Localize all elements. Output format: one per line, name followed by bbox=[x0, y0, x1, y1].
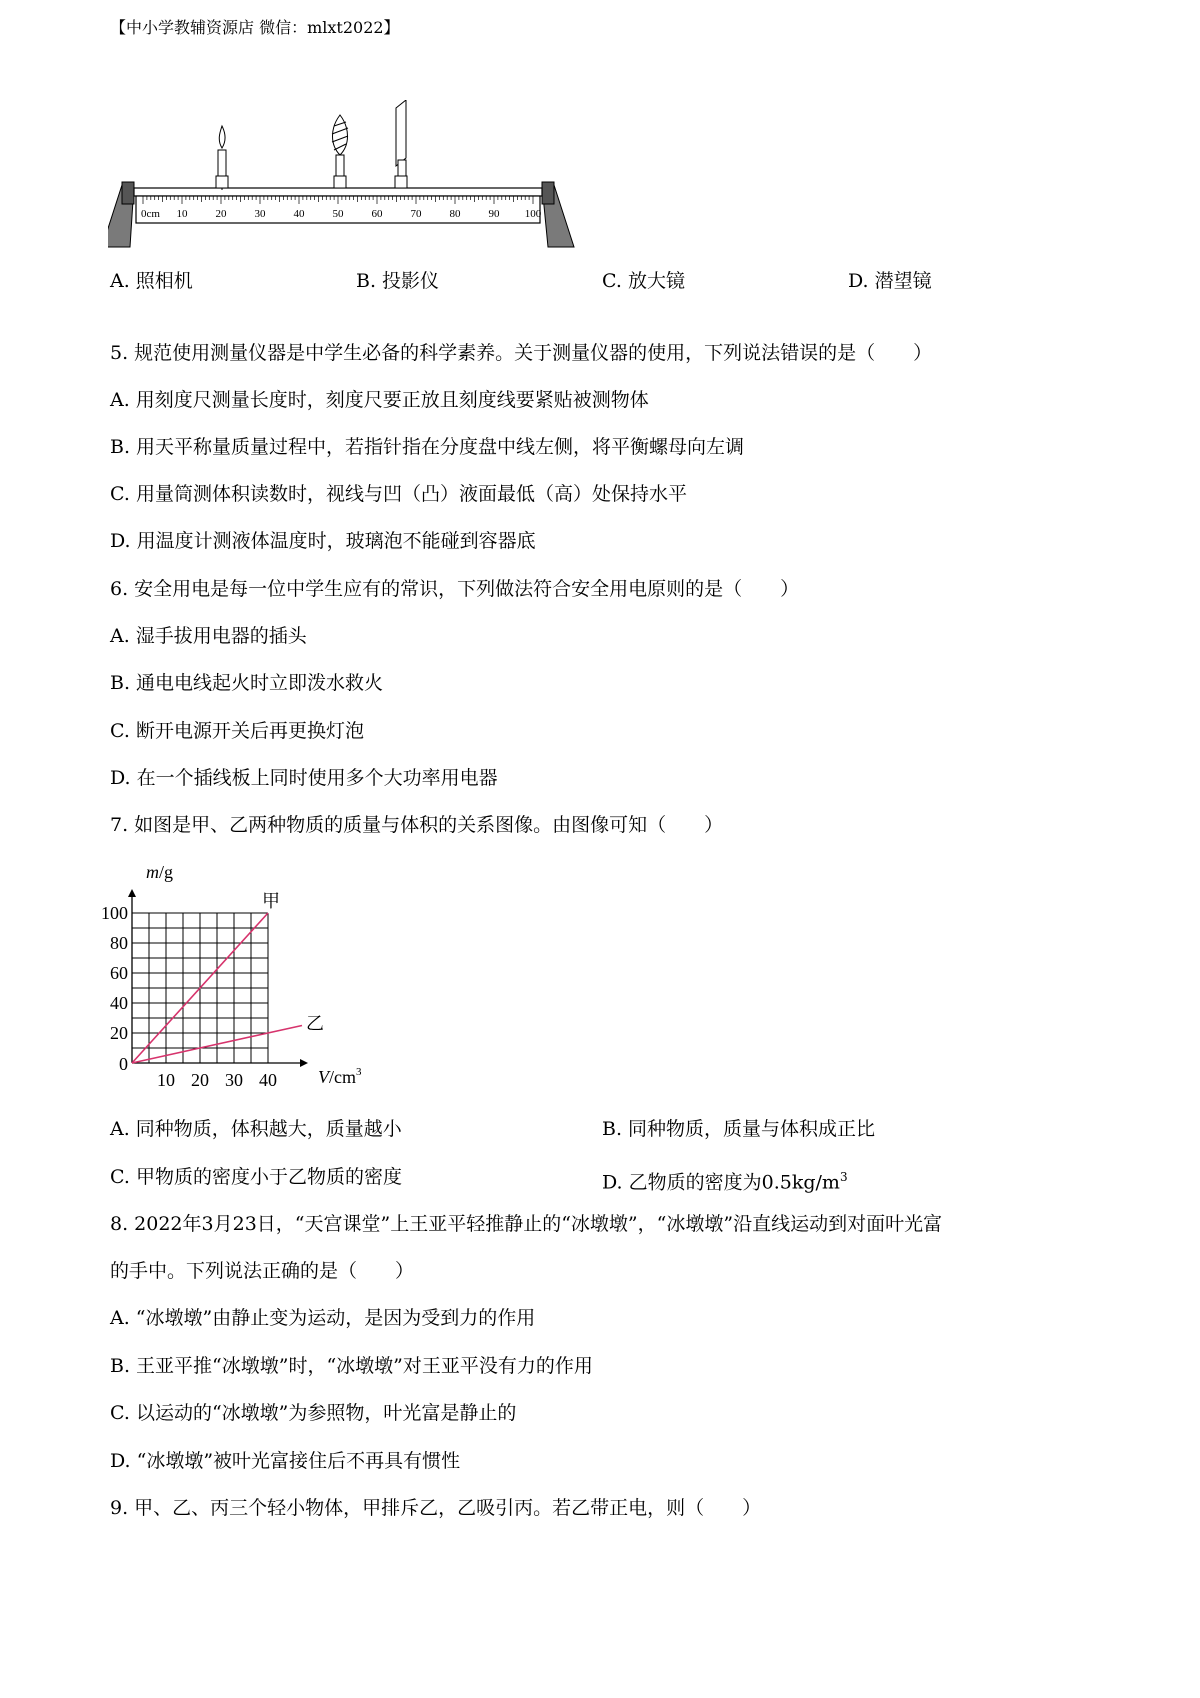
x-tick-label: 30 bbox=[225, 1070, 243, 1090]
ruler-tick-label: 40 bbox=[293, 208, 305, 220]
q4-option-b[interactable]: B. 投影仪 bbox=[356, 270, 440, 292]
ruler-tick-label: 20 bbox=[215, 208, 227, 220]
q5-stem: 5. 规范使用测量仪器是中学生必备的科学素养。关于测量仪器的使用，下列说法错误的是（ ） bbox=[110, 342, 933, 364]
y-tick-label: 60 bbox=[110, 963, 128, 983]
q6-stem: 6. 安全用电是每一位中学生应有的常识，下列做法符合安全用电原则的是（ ） bbox=[110, 578, 800, 600]
x-axis-unit: /cm bbox=[329, 1067, 356, 1087]
q8-option-d[interactable]: D. “冰墩墩”被叶光富接住后不再具有惯性 bbox=[110, 1450, 461, 1472]
x-axis-unit-sup: 3 bbox=[356, 1066, 362, 1078]
optical-bench-diagram bbox=[108, 100, 608, 275]
y-axis-unit: /g bbox=[159, 862, 174, 882]
y-tick-label: 20 bbox=[110, 1023, 128, 1043]
q8-option-b[interactable]: B. 王亚平推“冰墩墩”时，“冰墩墩”对王亚平没有力的作用 bbox=[110, 1355, 593, 1377]
q8-option-c[interactable]: C. 以运动的“冰墩墩”为参照物，叶光富是静止的 bbox=[110, 1402, 517, 1424]
x-tick-labels bbox=[157, 1070, 277, 1090]
graph-series bbox=[132, 891, 324, 1063]
series-label-jia: 甲 bbox=[262, 891, 280, 911]
ruler-tick-label: 30 bbox=[254, 208, 266, 220]
y-axis-var: m bbox=[146, 862, 159, 882]
x-tick-label: 20 bbox=[191, 1070, 209, 1090]
ruler-tick-label: 70 bbox=[410, 208, 422, 220]
y-tick-label: 80 bbox=[110, 933, 128, 953]
q6-option-b[interactable]: B. 通电电线起火时立即泼水救火 bbox=[110, 672, 384, 694]
q8-stem-line2: 的手中。下列说法正确的是（ ） bbox=[110, 1260, 415, 1282]
convex-lens bbox=[332, 115, 348, 188]
x-axis-var: V bbox=[318, 1067, 329, 1087]
x-tick-label: 10 bbox=[157, 1070, 175, 1090]
q7-option-d-sup: 3 bbox=[839, 1170, 848, 1184]
x-axis-arrow bbox=[300, 1059, 308, 1067]
mass-volume-graph bbox=[100, 858, 380, 1098]
x-axis-label bbox=[318, 1066, 362, 1087]
q5-option-b[interactable]: B. 用天平称量质量过程中，若指针指在分度盘中线左侧，将平衡螺母向左调 bbox=[110, 436, 745, 458]
y-tick-label: 100 bbox=[101, 903, 128, 923]
q7-option-a[interactable]: A. 同种物质，体积越大，质量越小 bbox=[110, 1118, 402, 1140]
series-label-yi: 乙 bbox=[306, 1013, 324, 1034]
q9-stem: 9. 甲、乙、丙三个轻小物体，甲排斥乙，乙吸引丙。若乙带正电，则（ ） bbox=[110, 1497, 762, 1519]
ruler-tick-label: 80 bbox=[449, 208, 461, 220]
q6-option-d[interactable]: D. 在一个插线板上同时使用多个大功率用电器 bbox=[110, 767, 498, 789]
q8-option-a[interactable]: A. “冰墩墩”由静止变为运动，是因为受到力的作用 bbox=[110, 1307, 536, 1329]
page-header: 【中小学教辅资源店 微信：mlxt2022】 bbox=[110, 18, 400, 37]
q4-option-d[interactable]: D. 潜望镜 bbox=[848, 270, 932, 292]
candle bbox=[216, 126, 228, 190]
q4-option-a[interactable]: A. 照相机 bbox=[110, 270, 193, 292]
q5-option-a[interactable]: A. 用刻度尺测量长度时，刻度尺要正放且刻度线要紧贴被测物体 bbox=[110, 389, 649, 411]
ruler-tick-label: 10 bbox=[176, 208, 188, 220]
y-axis-label bbox=[146, 862, 173, 882]
q6-option-a[interactable]: A. 湿手拔用电器的插头 bbox=[110, 625, 307, 647]
graph-axes bbox=[128, 889, 308, 1067]
y-tick-labels bbox=[101, 903, 128, 1043]
ruler-tick-label: 60 bbox=[371, 208, 383, 220]
q7-option-b[interactable]: B. 同种物质，质量与体积成正比 bbox=[602, 1118, 876, 1140]
ruler-tick-label: 100 bbox=[524, 208, 542, 220]
x-tick-label: 40 bbox=[259, 1070, 277, 1090]
ruler-unit-label: 0cm bbox=[141, 208, 160, 220]
q8-stem-line1: 8. 2022年3月23日，“天宫课堂”上王亚平轻推静止的“冰墩墩”，“冰墩墩”沿直线运动到对面叶光富 bbox=[110, 1213, 943, 1235]
ruler-tick-label: 90 bbox=[488, 208, 500, 220]
q5-option-c[interactable]: C. 用量筒测体积读数时，视线与凹（凸）液面最低（高）处保持水平 bbox=[110, 483, 687, 505]
q6-option-c[interactable]: C. 断开电源开关后再更换灯泡 bbox=[110, 720, 364, 742]
q7-stem: 7. 如图是甲、乙两种物质的质量与体积的关系图像。由图像可知（ ） bbox=[110, 814, 724, 836]
q7-option-c[interactable]: C. 甲物质的密度小于乙物质的密度 bbox=[110, 1166, 402, 1188]
origin-label: 0 bbox=[119, 1054, 128, 1074]
q7-option-d[interactable] bbox=[602, 1166, 848, 1193]
ruler-tick-label: 50 bbox=[332, 208, 344, 220]
q7-option-d-text: D. 乙物质的密度为0.5kg/m bbox=[602, 1171, 840, 1194]
y-axis-arrow bbox=[128, 889, 136, 897]
q4-option-c[interactable]: C. 放大镜 bbox=[602, 270, 685, 292]
y-tick-label: 40 bbox=[110, 993, 128, 1013]
q5-option-d[interactable]: D. 用温度计测液体温度时，玻璃泡不能碰到容器底 bbox=[110, 530, 536, 552]
light-screen bbox=[395, 100, 407, 188]
